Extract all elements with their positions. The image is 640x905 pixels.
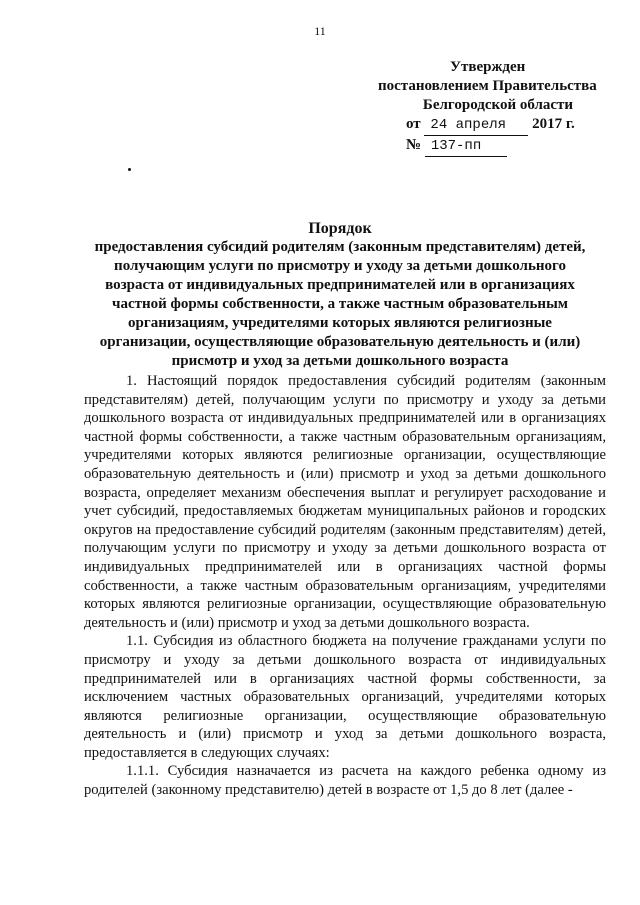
title-line: предоставления субсидий родителям (законным представителям) детей, — [94, 239, 586, 255]
stray-dot — [128, 168, 131, 171]
approval-number-line — [378, 136, 618, 157]
approval-title: Утвержден — [450, 59, 526, 75]
approval-date-line — [378, 115, 618, 136]
title-line: частной формы собственности, а также частным образовательным — [112, 296, 568, 312]
date-value: 24 апреля — [424, 116, 528, 136]
title-line: получающим услуги по присмотру и уходу за детьми дошкольного — [114, 258, 566, 274]
page-number: 11 — [314, 24, 326, 38]
paragraph-1-1-1: 1.1.1. Субсидия назначается из расчета на каждого ребенка одному из родителей (законному представителю) детей в возрасте от 1,5 до 8 лет (далее - — [84, 763, 606, 799]
approval-year: 2017 г. — [532, 116, 575, 132]
document-body — [84, 372, 606, 800]
approval-resolution: постановлением Правительства — [378, 78, 597, 94]
number-prefix: № — [406, 137, 422, 153]
title-heading: Порядок — [308, 220, 372, 237]
title-line: присмотр и уход за детьми дошкольного возраста — [171, 353, 509, 369]
document-title — [84, 219, 596, 371]
approval-region: Белгородской области — [422, 97, 574, 113]
title-line: возраста от индивидуальных предпринимателей или в организациях — [105, 277, 575, 293]
date-prefix: от — [406, 116, 421, 132]
paragraph-1: 1. Настоящий порядок предоставления субсидий родителям (законным представителям) детей, получающим услуги по присмотру и уходу за детьми дошкольного возраста от индивидуальных предпринимателей или в организациях частной формы собственности, а также частным образовательным организациям, учредителями которых являются религиозные организации, осуществляющие образовательную деятельность и (или) присмотр и уход за детьми дошкольного возраста, определяет механизм обеспечения выплат и регулирует расходование и учет субсидий, предоставляемых бюджетам муниципальных районов и городских округов на предоставление субсидий родителям (законным представителям) детей, получающим услуги по присмотру и уходу за детьми дошкольного возраста от индивидуальных предпринимателей или в организациях частной формы собственности, а также частным образовательным организациям, учредителями которых являются религиозные организации, осуществляющие образовательную деятельность и (или) присмотр и уход за детьми дошкольного возраста. — [84, 373, 606, 631]
paragraph-1-1: 1.1. Субсидия из областного бюджета на получение гражданами услуги по присмотру и уходу за детьми дошкольного возраста от индивидуальных предпринимателей или в организациях частной формы собственности, за исключением частных образовательных организаций, учредителями которых являются религиозные организации, осуществляющие образовательную деятельность и (или) присмотр и уход за детьми дошкольного возраста, предоставляется в следующих случаях: — [84, 633, 606, 761]
title-line: организациям, учредителями которых являются религиозные — [128, 315, 552, 331]
title-line: организации, осуществляющие образовательную деятельность и (или) — [99, 334, 581, 350]
approval-block — [378, 58, 618, 157]
number-value: 137-пп — [425, 137, 507, 157]
